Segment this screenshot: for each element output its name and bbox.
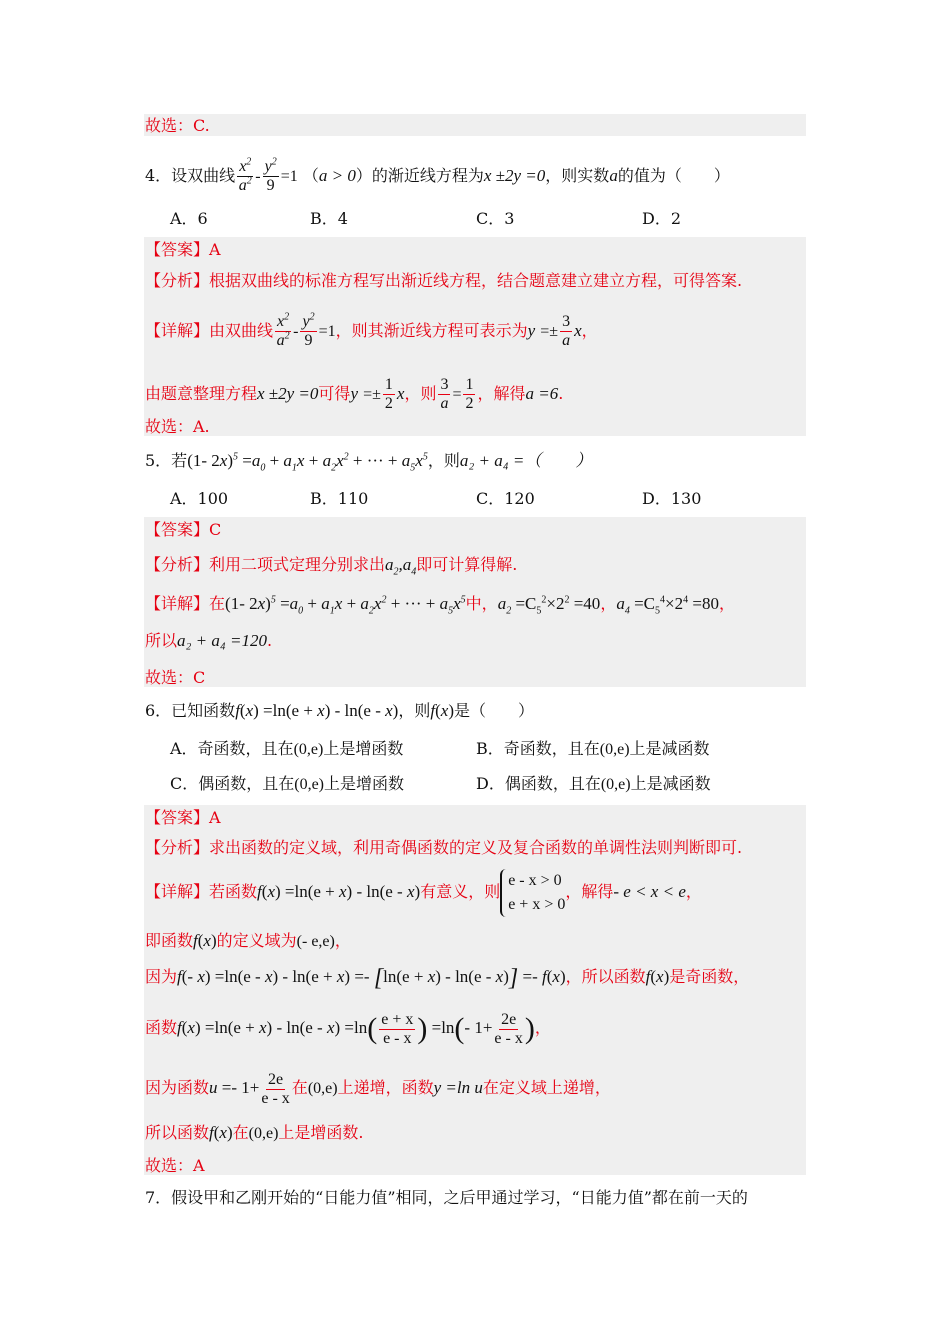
q5-answer: 【答案】C xyxy=(145,520,222,539)
q6-option-c: C．偶函数，且在(0,e)上是增函数 xyxy=(170,774,405,793)
q6-detail-6: 所以函数f(x)在(0,e)上是增函数. xyxy=(145,1123,364,1142)
q4-detail-1c: ， xyxy=(581,321,598,340)
q6-detail-3: 因为f(- x) =ln(e - x) - ln(e + x) =- [ln(e + x) - ln(e - x)] =- f(x)，所以函数f(x)是奇函数， xyxy=(145,965,750,992)
q5-choose: 故选：C xyxy=(145,668,206,687)
q4-stem-prefix: 4．设双曲线 xyxy=(145,166,236,185)
q6-detail-2: 即函数f(x)的定义域为(- e,e)， xyxy=(145,931,351,950)
q6-option-d: D．偶函数，且在(0,e)上是减函数 xyxy=(476,774,711,793)
q6-analysis-text: 求出函数的定义域，利用奇偶函数的定义及复合函数的单调性法则判断即可. xyxy=(209,838,743,857)
q5-detail-1a: 在 xyxy=(209,594,226,613)
q4-detail-2b: 可得 xyxy=(318,384,351,403)
q5-option-d: D．130 xyxy=(642,489,702,508)
q4-answer: 【答案】A xyxy=(145,240,221,259)
q5-detail-2 xyxy=(145,630,272,652)
q5-detail-sum: a₂ + a₄ =120 xyxy=(177,631,268,650)
q4-detail-2d: ，解得 xyxy=(477,384,526,403)
q5-option-b: B．110 xyxy=(310,489,369,508)
q6-domain-system: e - x > 0 e + x > 0 xyxy=(500,869,565,917)
q5-analysis-a: 利用二项式定理分别求出 xyxy=(209,555,386,574)
q5-option-c: C．120 xyxy=(476,489,535,508)
q4-hyperbola-y-fraction: $\frac{y^2}{9}$ xyxy=(264,156,277,194)
q4-analysis-text: 根据双曲线的标准方程写出渐近线方程，结合题意建立建立方程，可得答案. xyxy=(209,271,743,290)
q4-analysis-tag: 【分析】 xyxy=(145,271,210,290)
q4-cond: a > 0 xyxy=(318,166,356,185)
q6-choose: 故选：A xyxy=(145,1156,205,1175)
q6-stem-mid: ，则 xyxy=(398,701,431,720)
q4-cond-open: （ xyxy=(302,166,319,185)
q7-stem: 7．假设甲和乙刚开始的“日能力值”相同，之后甲通过学习，“日能力值”都在前一天的 xyxy=(145,1188,748,1207)
q4-detail-tag: 【详解】 xyxy=(145,321,210,340)
q4-stem-end: 的值为（ ） xyxy=(617,166,730,185)
q4-cond-close: ） xyxy=(355,166,372,185)
q4-choose: 故选：A. xyxy=(145,417,210,436)
q6-detail-1a: 若函数 xyxy=(209,882,258,901)
q4-detail-2f: . xyxy=(558,384,564,403)
q6-solution-band xyxy=(144,805,806,1175)
q5-stem-question: a₂ + a₄ =（ ） xyxy=(459,451,593,470)
q4-asymptote: x ±2y =0 xyxy=(483,166,546,185)
q5-analysis: 【分析】利用二项式定理分别求出$a_2,a_4$即可计算得解. xyxy=(145,555,518,578)
q6-stem-end: 是（ ） xyxy=(453,701,534,720)
q6-stem-prefix: 6．已知函数 xyxy=(145,701,236,720)
q4-detail-result: a =6 xyxy=(525,384,559,403)
q6-analysis xyxy=(145,837,742,859)
q4-detail-2c: ，则 xyxy=(404,384,437,403)
q4-stem-mid: 的渐近线方程为 xyxy=(371,166,484,185)
q6-detail-1: 【详解】若函数f(x) =ln(e + x) - ln(e - x)有意义，则 e - x > 0 e + x > 0 ，解得- e < x < e， xyxy=(145,868,702,917)
q4-option-b: B．4 xyxy=(310,209,348,228)
q5-detail-1b: 中， xyxy=(465,594,498,613)
q4-detail-1: 【详解】由双曲线 $\frac{x^2}{a^2}$ - $\frac{y^2}{9}$ =1，则其渐近线方程可表示为y =± $\frac{3}{a}$ x， xyxy=(145,311,598,349)
q5-detail-tag: 【详解】 xyxy=(145,594,210,613)
q6-detail-5: 因为函数u =- 1+ $\frac{2e}{e - x}$ 在(0,e)上递增，函数y =ln u在定义域上递增， xyxy=(145,1070,611,1107)
q6-analysis-tag: 【分析】 xyxy=(145,838,210,857)
q4-stem-after: ，则实数 xyxy=(545,166,610,185)
q5-detail-1c: ， xyxy=(600,594,617,613)
q5-stem-prefix: 5．若 xyxy=(145,451,188,470)
q6-stem: 6．已知函数f(x) =ln(e + x) - ln(e - x)，则f(x)是（ ） xyxy=(145,701,534,720)
q3-choose: 故选：C. xyxy=(145,116,210,135)
q5-detail-2c: . xyxy=(267,631,273,650)
q5-detail-2a: 所以 xyxy=(145,631,178,650)
q3-solution-band xyxy=(144,114,806,136)
q4-detail-2: 由题意整理方程x ±2y =0可得y =± $\frac{1}{2}$ x，则 $\frac{3}{a}$ = $\frac{1}{2}$ ，解得a =6. xyxy=(145,376,564,412)
q5-detail-1d: ， xyxy=(718,594,735,613)
q6-detail-tag: 【详解】 xyxy=(145,882,210,901)
q6-option-b: B．奇函数，且在(0,e)上是减函数 xyxy=(476,739,710,758)
q6-detail-1b: 有意义，则 xyxy=(420,882,501,901)
q5-option-a: A．100 xyxy=(170,489,229,508)
q5-stem: 5．若(1- $2x)^5 =a_0 + a_1x + a_2x^2$ + ··· + $a_5x^5$，则a₂ + a₄ =（ ） xyxy=(145,451,593,474)
q6-detail-4: 函数f(x) =ln(e + x) - ln(e - x) =ln( $\frac{e + x}{e - x}$ ) =ln(- 1+ $\frac{2e}{e - x}$ )， xyxy=(145,1010,551,1047)
q4-var: a xyxy=(609,166,618,185)
q6-option-a: A．奇函数，且在(0,e)上是增函数 xyxy=(170,739,404,758)
q4-detail-2a: 由题意整理方程 xyxy=(145,384,258,403)
q5-analysis-tag: 【分析】 xyxy=(145,555,210,574)
q4-stem: 4．设双曲线 $\frac{x^2}{a^2}$ - $\frac{y^2}{9}$ =1 （a > 0）的渐近线方程为x ±2y =0，则实数a的值为（ ） xyxy=(145,156,730,194)
q4-option-d: D．2 xyxy=(642,209,682,228)
q6-answer: 【答案】A xyxy=(145,808,221,827)
q4-analysis xyxy=(145,270,742,292)
q5-analysis-b: 即可计算得解. xyxy=(416,555,518,574)
q5-detail-1: 【详解】在(1- $2x)^5 =a_0 + a_1x + a_2x^2$ + ··· + $a_5x^5$中，$a_2 =C_5^2\times 2^2 =40$，$a_4 =C_5^4\times 2^4 =80$， xyxy=(145,594,735,617)
q4-detail-asym: x ±2y =0 xyxy=(257,384,319,403)
q4-hyperbola-x-fraction: $\frac{x^2}{a^2}$ xyxy=(238,156,252,194)
q5-stem-end: ，则 xyxy=(427,451,460,470)
q4-detail-1b: ，则其渐近线方程可表示为 xyxy=(335,321,528,340)
q4-option-c: C．3 xyxy=(476,209,515,228)
q4-option-a: A．6 xyxy=(170,209,208,228)
q6-detail-1c: ，解得 xyxy=(565,882,614,901)
q4-detail-1a: 由双曲线 xyxy=(209,321,274,340)
